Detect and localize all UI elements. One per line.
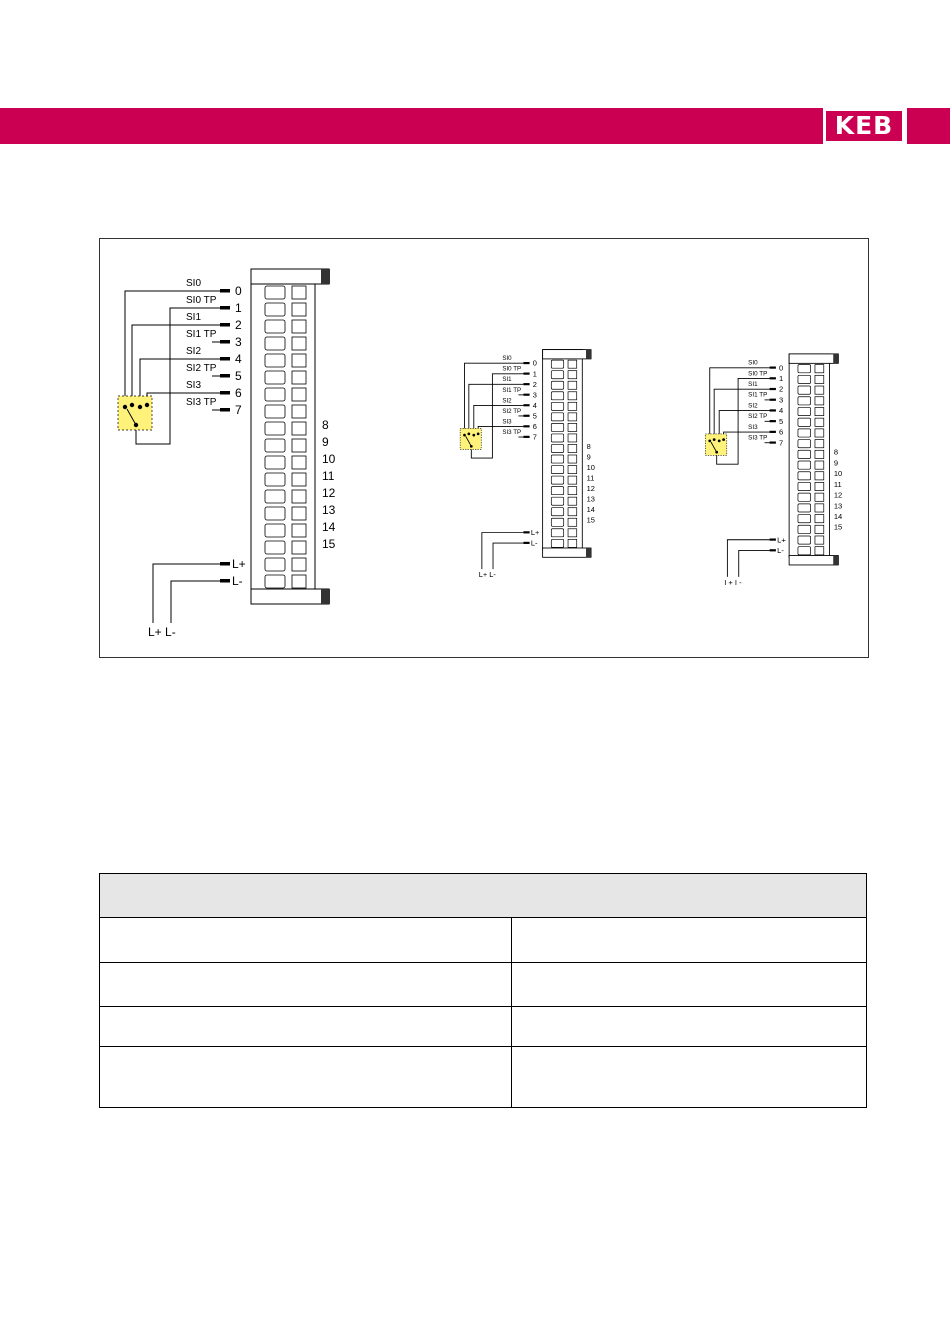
table-cell [100,918,512,963]
terminal-screw [551,529,563,537]
terminal-screw [551,444,563,452]
power-label: I + I - [724,578,742,588]
terminal-number: 14 [833,511,843,521]
terminal-slot [568,392,577,400]
pin-stub [523,531,529,533]
terminal-screw [551,434,563,442]
terminal-screw [265,405,285,418]
pin-stub [523,425,529,427]
signal-label: SI3 [502,418,512,426]
signal-label: SI3 TP [186,397,217,408]
table-row [100,963,867,1007]
switch-contact [722,438,725,441]
terminal-number: 8 [833,447,839,457]
switch-contact [713,438,716,441]
wire-lminus [739,550,770,576]
terminal-slot [292,507,306,520]
terminal-number: 8 [322,418,329,432]
terminal-screw [265,456,285,469]
pin-stub [220,408,230,412]
terminal-number: 9 [586,452,591,462]
wire-si0 [125,291,220,399]
terminal-number: 12 [322,486,336,500]
signal-label: SI0 [502,355,512,363]
pin-stub [770,538,776,540]
terminal-screw [798,386,811,394]
wiring-diagram-frame [99,238,869,658]
terminal-number: 3 [235,335,242,349]
terminal-number: 2 [532,379,537,389]
switch-pivot [134,423,138,427]
terminal-number: 6 [532,421,537,431]
terminal-slot [815,418,824,426]
terminal-screw [265,490,285,503]
terminal-number: 9 [322,435,329,449]
terminal-slot [292,490,306,503]
switch-contact [463,434,466,437]
pin-stub [523,404,529,406]
wire-lplus [727,540,769,577]
table-cell [512,1047,867,1108]
terminal-screw [551,487,563,495]
terminal-number: 1 [235,301,242,315]
bottom-clamp-lever [586,548,592,557]
terminal-slot [815,407,824,415]
pin-stub [523,362,529,364]
signal-label: SI2 [186,346,202,357]
terminal-slot [568,476,577,484]
wiring-diagram [100,239,868,657]
terminal-screw [551,402,563,410]
top-clamp [543,350,591,359]
terminal-slot [815,365,824,373]
terminal-number: 10 [322,452,336,466]
signal-label: SI2 TP [186,363,217,374]
signal-label: SI2 TP [748,413,768,421]
signal-label: SI2 [748,402,758,410]
switch-contact [472,434,475,437]
terminal-slot [815,472,824,480]
pin-stub [220,289,230,293]
terminal-screw [265,286,285,299]
pin-stub [770,388,776,390]
terminal-slot [815,547,824,555]
terminal-number: 2 [235,318,242,332]
signal-label: SI3 TP [502,428,522,436]
terminal-slot [292,456,306,469]
pin-stub [220,562,230,566]
top-clamp-lever [586,350,592,359]
bottom-clamp [251,589,329,604]
bottom-clamp [789,556,838,565]
terminal-screw [798,397,811,405]
terminal-slot [815,461,824,469]
terminal-slot [815,525,824,533]
signal-label: SI0 TP [748,370,768,378]
switch-contact [145,403,149,407]
terminal-slot [815,515,824,523]
terminal-number: 7 [235,403,242,417]
terminal-number: 7 [779,438,784,448]
terminal-screw [265,337,285,350]
terminal-number: 13 [586,494,595,504]
terminal-screw [798,429,811,437]
terminal-slot [292,405,306,418]
pin-stub [770,431,776,433]
pin-stub [770,420,776,422]
terminal-slot [568,413,577,421]
terminal-number: 7 [532,432,537,442]
terminal-number: 9 [833,458,839,468]
table-row [100,918,867,963]
terminal-number: 5 [235,369,242,383]
terminal-slot [568,444,577,452]
terminal-screw [798,440,811,448]
terminal-slot [292,558,306,571]
bottom-clamp [543,548,591,557]
terminal-number: 1 [779,373,784,383]
pin-stub [523,383,529,385]
terminal-slot [568,508,577,516]
signal-label: SI0 TP [502,365,522,373]
data-table [99,873,867,1108]
terminal-slot [292,354,306,367]
terminal-slot [568,423,577,431]
wire-lplus [153,564,220,623]
terminal-screw [798,365,811,373]
terminal-number: 0 [235,284,242,298]
terminal-slot [292,303,306,316]
switch-pivot [470,445,473,448]
terminal-slot [568,381,577,389]
pin-stub [220,306,230,310]
terminal-screw [265,371,285,384]
table-header [100,874,867,918]
pin-stub [770,399,776,401]
terminal-screw [265,422,285,435]
terminal-number: 2 [779,384,784,394]
signal-label: SI3 [748,423,758,431]
terminal-slot [292,388,306,401]
module-mini-right [705,354,842,587]
table-cell [100,1047,512,1108]
bottom-clamp-lever [321,589,330,604]
terminal-screw [798,515,811,523]
terminal-slot [292,320,306,333]
terminal-screw [798,536,811,544]
terminal-screw [265,388,285,401]
terminal-number: 8 [586,441,591,451]
signal-label: SI3 [186,380,202,391]
terminal-number: 10 [833,469,843,479]
terminal-screw [798,525,811,533]
terminal-number: 1 [532,369,537,379]
terminal-slot [568,497,577,505]
terminal-slot [815,536,824,544]
terminal-slot [292,524,306,537]
terminal-screw [551,381,563,389]
terminal-number: 15 [322,537,336,551]
terminal-screw [265,320,285,333]
terminal-screw [798,461,811,469]
top-clamp [251,269,329,284]
terminal-number: 4 [779,406,784,416]
signal-label: SI1 [748,381,758,389]
terminal-slot [815,386,824,394]
terminal-number: 11 [322,469,335,483]
wire-lminus [171,581,220,623]
terminal-screw [798,450,811,458]
top-clamp-lever [833,354,839,363]
terminal-screw [265,558,285,571]
pin-stub [220,357,230,361]
power-terminal-label: L- [530,538,538,548]
signal-label: SI0 TP [186,295,217,306]
terminal-number: 15 [833,522,843,532]
power-terminal-label: L+ [777,535,786,545]
terminal-number: 4 [235,352,242,366]
switch-contact [138,405,142,409]
switch-contact [130,403,134,407]
pin-stub [770,377,776,379]
logo-text: KEB [826,111,902,141]
terminal-slot [568,455,577,463]
table-row [100,1047,867,1108]
terminal-screw [551,518,563,526]
table-cell [100,1007,512,1047]
pin-stub [220,323,230,327]
terminal-screw [551,360,563,368]
pin-stub [220,340,230,344]
terminal-slot [292,422,306,435]
terminal-slot [292,286,306,299]
terminal-slot [815,450,824,458]
pin-stub [523,415,529,417]
pin-stub [770,367,776,369]
terminal-number: 11 [833,479,842,489]
terminal-number: 10 [586,462,595,472]
power-terminal-label: L+ [232,557,246,571]
terminal-slot [815,504,824,512]
terminal-screw [798,375,811,383]
pin-stub [770,549,776,551]
terminal-screw [798,504,811,512]
table-cell [100,963,512,1007]
terminal-screw [265,524,285,537]
terminal-screw [551,455,563,463]
terminal-number: 13 [322,503,336,517]
pin-stub [523,436,529,438]
top-clamp [789,354,838,363]
wire-lplus [482,533,524,570]
terminal-screw [798,407,811,415]
terminal-screw [551,466,563,474]
terminal-slot [815,429,824,437]
terminal-screw [798,547,811,555]
power-label: L+ L- [478,570,496,580]
bottom-clamp-lever [833,556,839,565]
terminal-number: 12 [586,483,595,493]
terminal-screw [551,476,563,484]
power-terminal-label: L- [232,574,243,588]
terminal-slot [568,487,577,495]
terminal-screw [265,541,285,554]
wire-si0 [465,363,524,430]
terminal-number: 4 [532,400,537,410]
terminal-screw [551,371,563,379]
terminal-screw [265,303,285,316]
table-cell [512,1007,867,1047]
terminal-slot [815,440,824,448]
terminal-number: 15 [586,515,595,525]
terminal-screw [551,508,563,516]
header-bar [0,108,950,144]
terminal-screw [265,354,285,367]
switch-contact [467,433,470,436]
terminal-screw [798,472,811,480]
signal-label: SI1 TP [186,329,217,340]
power-terminal-label: L+ [530,527,540,537]
terminal-screw [798,418,811,426]
terminal-number: 3 [779,395,784,405]
terminal-slot [292,337,306,350]
signal-label: SI1 [502,376,512,384]
terminal-screw [551,392,563,400]
terminal-screw [551,423,563,431]
signal-label: SI1 TP [748,391,768,399]
terminal-slot [292,541,306,554]
terminal-slot [568,529,577,537]
pin-stub [523,542,529,544]
switch-contact [477,433,480,436]
terminal-number: 3 [532,390,537,400]
module-main [118,269,336,639]
terminal-number: 6 [235,386,242,400]
terminal-screw [551,539,563,547]
terminal-slot [568,402,577,410]
pin-stub [220,579,230,583]
module-mini-center [460,350,595,580]
terminal-number: 14 [322,520,336,534]
pin-stub [770,409,776,411]
terminal-slot [815,375,824,383]
switch-contact [123,405,127,409]
signal-label: SI1 TP [502,386,522,394]
pin-stub [523,394,529,396]
terminal-screw [551,413,563,421]
terminal-slot [568,360,577,368]
signal-label: SI3 TP [748,434,768,442]
terminal-slot [568,466,577,474]
terminal-slot [292,575,306,588]
pin-stub [523,373,529,375]
terminal-slot [292,371,306,384]
terminal-screw [551,497,563,505]
pin-stub [220,391,230,395]
terminal-screw [798,482,811,490]
terminal-number: 11 [586,473,595,483]
terminal-number: 6 [779,427,784,437]
power-terminal-label: L- [777,545,784,555]
signal-label: SI0 [748,359,758,367]
signal-label: SI2 TP [502,407,522,415]
terminal-number: 12 [833,490,843,500]
wire-lminus [493,543,523,569]
terminal-number: 5 [779,416,784,426]
power-label: L+ L- [148,625,176,639]
wire-si0 [710,368,770,436]
pin-stub [220,374,230,378]
terminal-screw [265,473,285,486]
top-clamp-lever [321,269,330,284]
switch-contact [708,439,711,442]
terminal-number: 0 [779,363,784,373]
terminal-number: 14 [586,505,595,515]
terminal-screw [265,439,285,452]
terminal-slot [292,439,306,452]
table-cell [512,963,867,1007]
terminal-screw [265,575,285,588]
terminal-slot [815,397,824,405]
table-row [100,1007,867,1047]
pin-stub [770,441,776,443]
signal-label: SI1 [186,312,202,323]
terminal-slot [568,371,577,379]
terminal-slot [568,539,577,547]
terminal-number: 5 [532,411,537,421]
terminal-screw [265,507,285,520]
terminal-screw [798,493,811,501]
switch-contact [718,439,721,442]
signal-label: SI2 [502,397,512,405]
terminal-slot [292,473,306,486]
terminal-slot [815,482,824,490]
terminal-slot [815,493,824,501]
table-cell [512,918,867,963]
terminal-slot [568,518,577,526]
keb-logo [823,108,907,144]
signal-label: SI0 [186,278,202,289]
terminal-slot [568,434,577,442]
terminal-number: 0 [532,358,537,368]
switch-pivot [715,451,718,454]
terminal-number: 13 [833,501,843,511]
